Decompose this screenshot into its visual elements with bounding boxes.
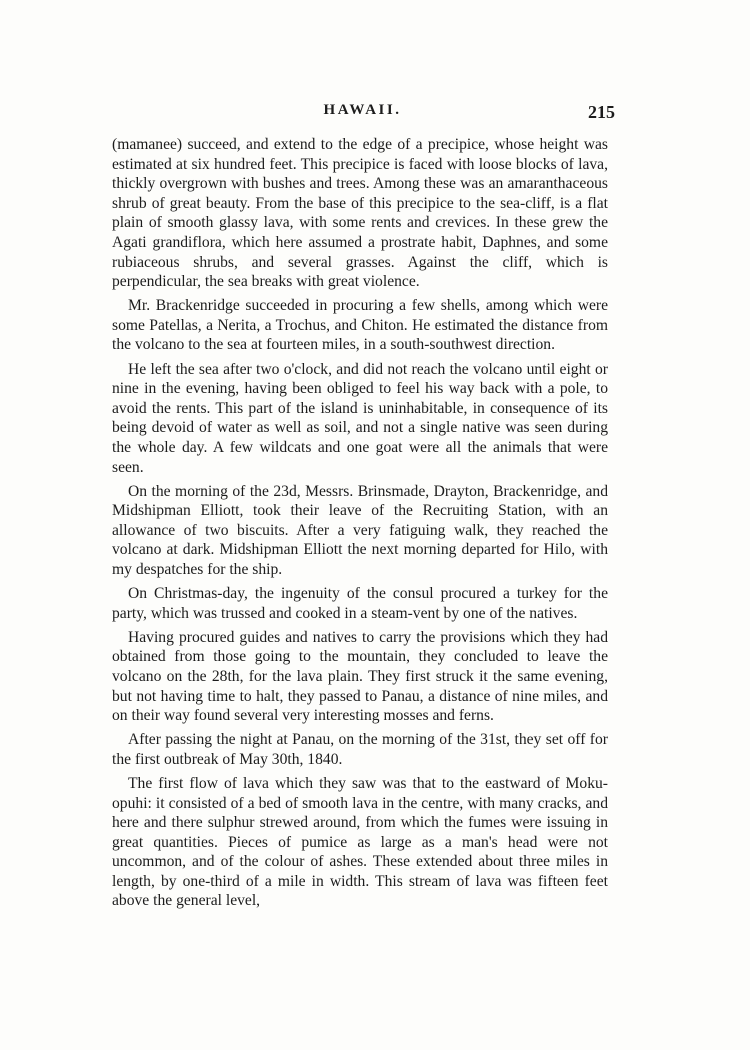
running-title: HAWAII. xyxy=(323,102,402,118)
paragraph-1: (mamanee) succeed, and extend to the edge of a precipice, whose height was estimated at six hundred feet. This precipice is faced with loose blocks of lava, thickly overgrown with bushes and trees. Among these was an amaranthaceous shrub of great beauty. From the base of this precipice to the sea-cliff, is a flat plain of smooth glassy lava, with some rents and crevices. In these grew the Agati grandiflora, which here assumed a prostrate habit, Daphnes, and some rubiaceous shrubs, and several grasses. Against the cliff, which is perpendicular, the sea breaks with great violence. xyxy=(112,136,608,291)
running-head xyxy=(110,100,615,124)
paragraph-5: On Christmas-day, the ingenuity of the consul procured a turkey for the party, which was trussed and cooked in a steam-vent by one of the natives. xyxy=(112,585,608,622)
paragraph-7: After passing the night at Panau, on the morning of the 31st, they set off for the first outbreak of May 30th, 1840. xyxy=(112,731,608,768)
paragraph-4: On the morning of the 23d, Messrs. Brinsmade, Drayton, Brackenridge, and Midshipman Elliott, took their leave of the Recruiting Station, with an allowance of two biscuits. After a very fatiguing walk, they reached the volcano at dark. Midshipman Elliott the next morning departed for Hilo, with my despatches for the ship. xyxy=(112,482,608,578)
body-text xyxy=(112,135,608,916)
paragraph-3: He left the sea after two o'clock, and did not reach the volcano until eight or nine in the evening, having been obliged to feel his way back with a pole, to avoid the rents. This part of the island is uninhabitable, in consequence of its being devoid of water as well as soil, and not a single native was seen during the whole day. A few wildcats and one goat were all the animals that were seen. xyxy=(112,360,608,476)
page-number: 215 xyxy=(588,102,615,122)
paragraph-2: Mr. Brackenridge succeeded in procuring a few shells, among which were some Patellas, a Nerita, a Trochus, and Chiton. He estimated the distance from the volcano to the sea at fourteen miles, in a south-southwest direction. xyxy=(112,297,608,354)
paragraph-8: The first flow of lava which they saw was that to the eastward of Moku-opuhi: it consisted of a bed of smooth lava in the centre, with many cracks, and here and there sulphur strewed around, from which the fumes were issuing in great quantities. Pieces of pumice as large as a man's head were not uncommon, and of the colour of ashes. These extended about three miles in length, by one-third of a mile in width. This stream of lava was fifteen feet above the general level, xyxy=(112,774,608,910)
paragraph-6: Having procured guides and natives to carry the provisions which they had obtained from those going to the mountain, they concluded to leave the volcano on the 28th, for the lava plain. They first struck it the same evening, but not having time to halt, they passed to Panau, a distance of nine miles, and on their way found several very interesting mosses and ferns. xyxy=(112,628,608,725)
